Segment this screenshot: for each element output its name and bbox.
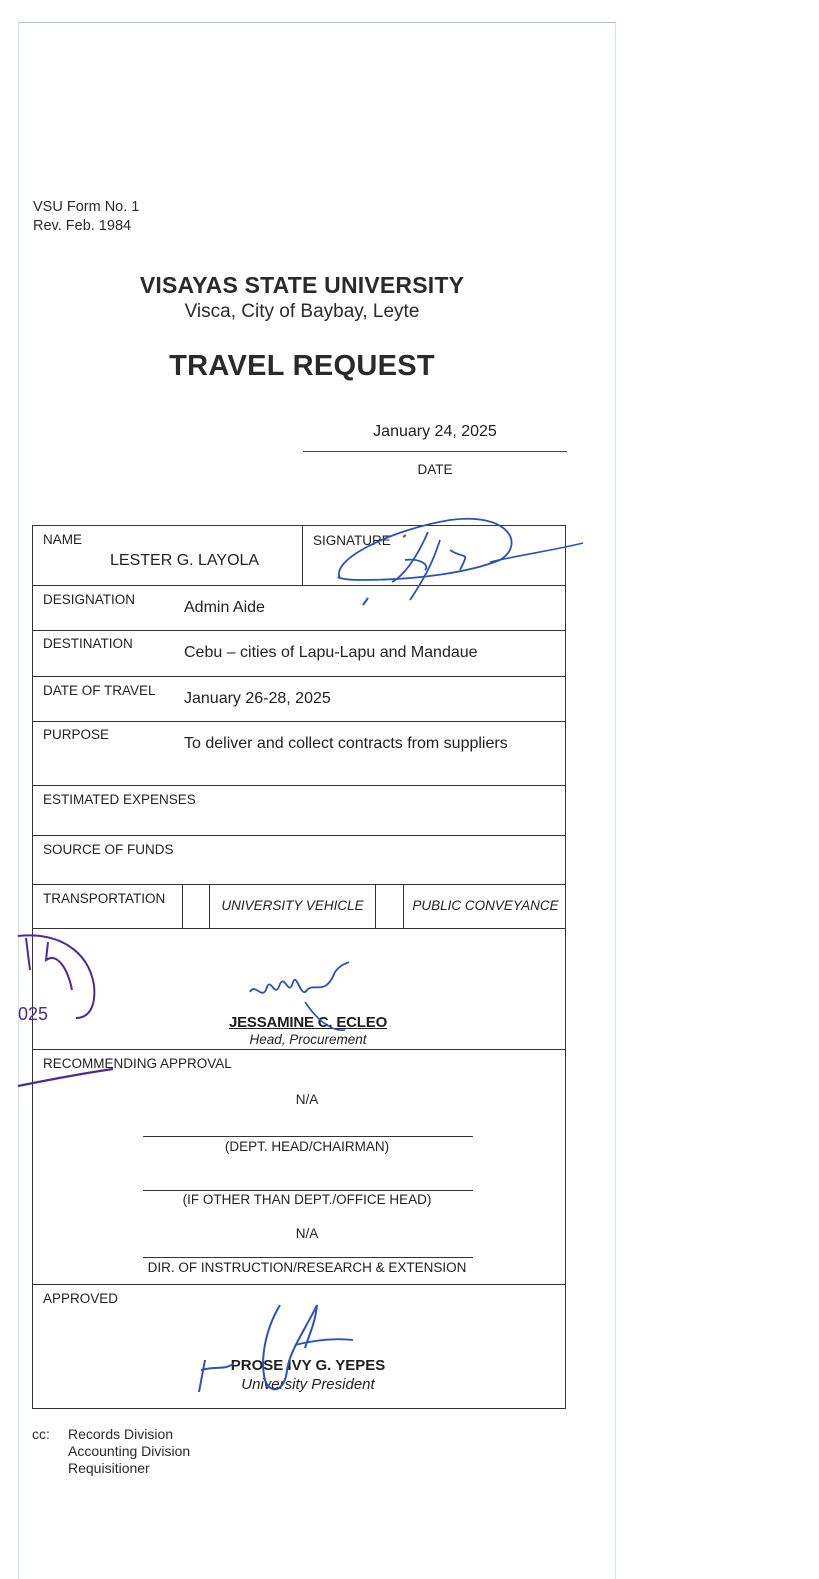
- public-conveyance-option: PUBLIC CONVEYANCE: [412, 898, 559, 913]
- signature-line: [143, 1257, 473, 1258]
- cc-item: Records Division: [68, 1426, 174, 1442]
- university-address: Visca, City of Baybay, Leyte: [184, 301, 420, 322]
- svg-text:025: 025: [18, 1004, 49, 1024]
- purpose-value: To deliver and collect contracts from suppliers: [184, 735, 508, 752]
- row-divider: [33, 630, 565, 631]
- carbon-copy-block: [32, 1426, 191, 1476]
- cc-item: Requisitioner: [68, 1460, 150, 1476]
- date-of-travel-value: January 26-28, 2025: [184, 690, 331, 707]
- name-value: LESTER G. LAYOLA: [110, 552, 260, 569]
- procurement-head-name: JESSAMINE C. ECLEO: [228, 1014, 388, 1031]
- row-divider: [33, 928, 565, 929]
- destination-value: Cebu – cities of Lapu-Lapu and Mandaue: [184, 644, 478, 661]
- document-title: TRAVEL REQUEST: [169, 350, 435, 382]
- president-signature: [195, 1300, 365, 1400]
- procurement-signature: [245, 962, 365, 1037]
- row-divider: [33, 1049, 565, 1050]
- recommending-value-1: N/A: [295, 1092, 319, 1107]
- estimated-expenses-label: ESTIMATED EXPENSES: [43, 792, 196, 807]
- column-divider: [182, 884, 183, 928]
- director-caption: DIR. OF INSTRUCTION/RESEARCH & EXTENSION: [147, 1260, 467, 1275]
- row-divider: [33, 721, 565, 722]
- source-of-funds-label: SOURCE OF FUNDS: [43, 842, 174, 857]
- president-name: PROSE IVY G. YEPES: [230, 1357, 386, 1374]
- designation-value: Admin Aide: [184, 599, 265, 616]
- column-divider: [375, 884, 376, 928]
- applicant-signature: [300, 510, 590, 610]
- row-divider: [33, 884, 565, 885]
- transportation-label: TRANSPORTATION: [43, 891, 166, 906]
- row-divider: [33, 785, 565, 786]
- form-number-block: [33, 198, 139, 236]
- cc-label: cc:: [32, 1426, 50, 1442]
- name-label: NAME: [43, 532, 83, 547]
- cc-item: Accounting Division: [68, 1443, 191, 1459]
- procurement-head-title: Head, Procurement: [249, 1032, 367, 1047]
- row-divider: [33, 1284, 565, 1285]
- other-head-caption: (IF OTHER THAN DEPT./OFFICE HEAD): [182, 1192, 432, 1207]
- signature-label: SIGNATURE: [313, 533, 391, 548]
- dept-head-caption: (DEPT. HEAD/CHAIRMAN): [224, 1139, 390, 1154]
- signature-line: [143, 1136, 473, 1137]
- cc-list: [68, 1426, 190, 1477]
- signature-line: [143, 1190, 473, 1191]
- university-name: VISAYAS STATE UNIVERSITY: [139, 272, 465, 298]
- received-stamp: [18, 930, 108, 1030]
- request-date-value: January 24, 2025: [373, 423, 497, 440]
- recommending-ink-mark: [18, 1060, 118, 1090]
- destination-label: DESTINATION: [43, 636, 133, 651]
- recommending-value-2: N/A: [295, 1226, 319, 1241]
- president-title: University President: [241, 1376, 375, 1393]
- request-date-caption: DATE: [417, 462, 453, 477]
- purpose-label: PURPOSE: [43, 727, 110, 742]
- row-divider: [33, 676, 565, 677]
- row-divider: [33, 835, 565, 836]
- approved-label: APPROVED: [43, 1291, 119, 1306]
- designation-label: DESIGNATION: [43, 592, 136, 607]
- date-underline: [303, 451, 567, 452]
- recommending-approval-label: RECOMMENDING APPROVAL: [43, 1056, 232, 1071]
- university-vehicle-option: UNIVERSITY VEHICLE: [221, 898, 364, 913]
- form-revision: Rev. Feb. 1984: [33, 218, 132, 234]
- date-of-travel-label: DATE OF TRAVEL: [43, 683, 156, 698]
- form-number: VSU Form No. 1: [33, 199, 140, 215]
